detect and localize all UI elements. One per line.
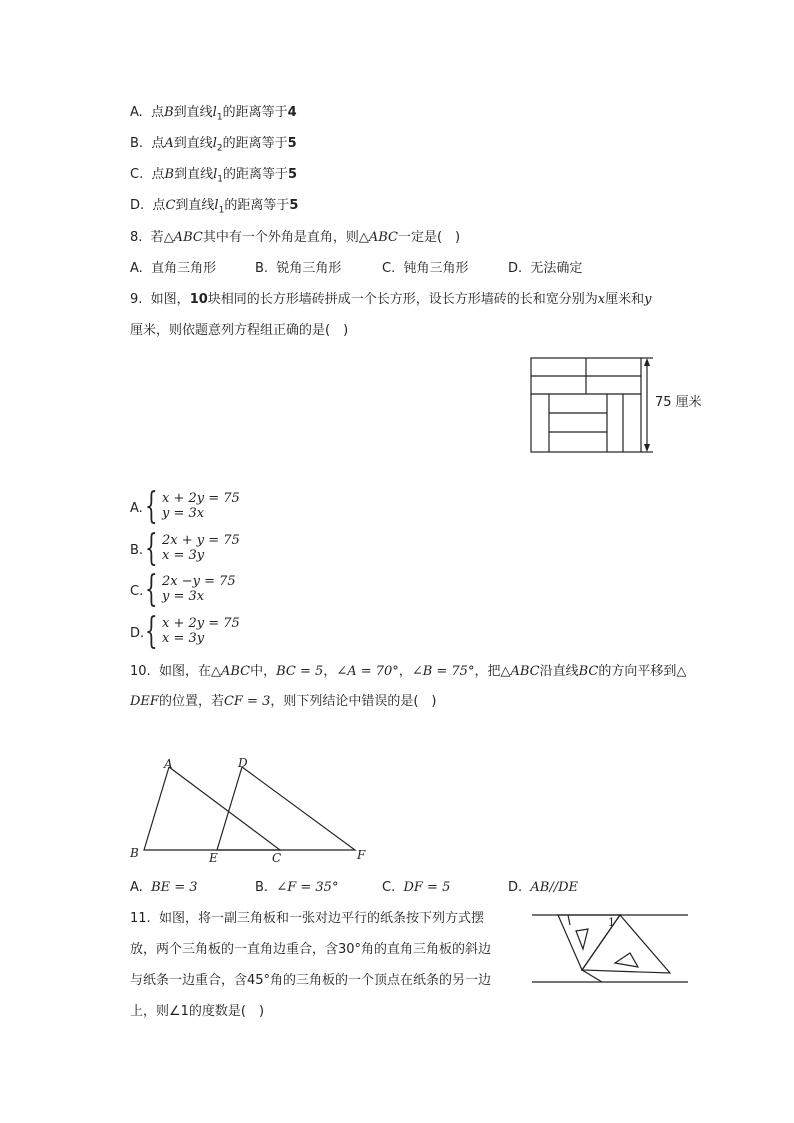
q10-point-c: C bbox=[272, 851, 282, 865]
q8-option-d: D. 无法确定 bbox=[508, 261, 583, 276]
q7-option-c: C. 点B到直线$l_1$的距离等于5 bbox=[130, 167, 298, 185]
q8-stem: 8. 若△ABC其中有一个外角是直角，则△ABC一定是( ) bbox=[130, 230, 461, 245]
q10-option-a: A. BE = 3 bbox=[130, 880, 198, 895]
q11-stem-line2: 放，两个三角板的一直角边重合，含30°角的直角三角板的斜边 bbox=[130, 942, 492, 957]
q10-stem-line2: DEF的位置，若CF = 3，则下列结论中错误的是( ) bbox=[130, 694, 437, 709]
q8-option-b: B. 锐角三角形 bbox=[255, 261, 342, 276]
q10-point-a: A bbox=[164, 757, 173, 771]
q9-figure-label: 75 厘米 bbox=[655, 395, 702, 410]
q11-setsquare-figure bbox=[530, 905, 690, 990]
q10-option-c: C. DF = 5 bbox=[382, 880, 451, 895]
q10-triangle-figure bbox=[125, 752, 380, 867]
q7-option-a: A. 点B到直线$l_1$的距离等于4 bbox=[130, 105, 297, 123]
q11-stem-line1: 11. 如图，将一副三角板和一张对边平行的纸条按下列方式摆 bbox=[130, 911, 484, 926]
q10-point-e: E bbox=[209, 851, 218, 865]
q10-option-b: B. ∠F = 35° bbox=[255, 880, 339, 895]
q7-option-d: D. 点C到直线$l_1$的距离等于5 bbox=[130, 198, 299, 216]
q11-stem-line4: 上，则∠1的度数是( ) bbox=[130, 1004, 265, 1019]
q11-angle-label: 1 bbox=[608, 916, 615, 929]
q8-option-a: A. 直角三角形 bbox=[130, 261, 217, 276]
q10-stem-line1: 10. 如图，在△ABC中，BC = 5，∠A = 70°，∠B = 75°，把△ABC沿直线BC的方向平移到△ bbox=[130, 664, 687, 679]
q10-options bbox=[130, 878, 630, 898]
q9-stem-line1: 9. 如图，10块相同的长方形墙砖拼成一个长方形，设长方形墙砖的长和宽分别为x厘米和y bbox=[130, 292, 652, 307]
q8-options bbox=[130, 259, 630, 279]
q8-option-c: C. 钝角三角形 bbox=[382, 261, 469, 276]
q9-stem-line2: 厘米，则依题意列方程组正确的是( ) bbox=[130, 323, 349, 338]
q11-stem-line3: 与纸条一边重合，含45°角的三角板的一个顶点在纸条的另一边 bbox=[130, 973, 492, 988]
q9-brick-figure bbox=[525, 352, 725, 460]
q10-point-b: B bbox=[130, 846, 139, 860]
q10-point-f: F bbox=[357, 848, 366, 862]
q10-option-d: D. AB//DE bbox=[508, 880, 579, 895]
q10-point-d: D bbox=[238, 756, 248, 770]
q7-option-b: B. 点A到直线$l_2$的距离等于5 bbox=[130, 136, 297, 154]
